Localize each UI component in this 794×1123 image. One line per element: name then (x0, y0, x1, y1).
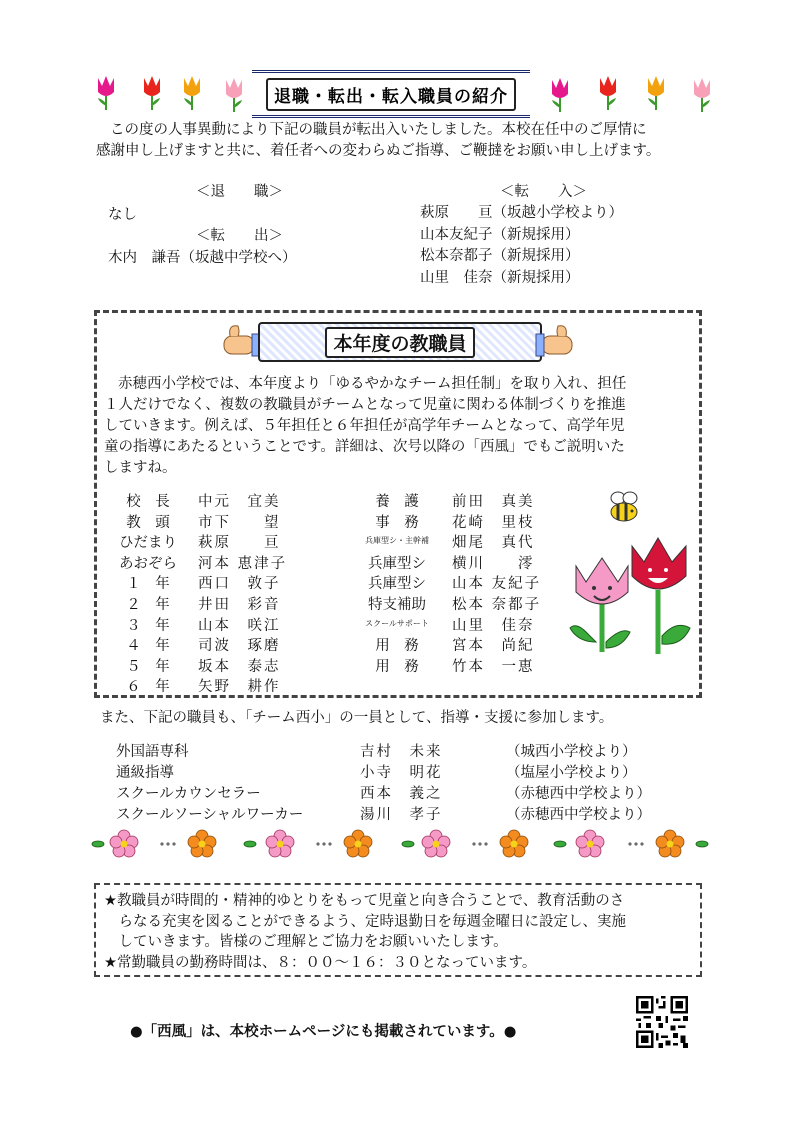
bee-icon (604, 490, 644, 524)
transfer-out-heading: ＜転 出＞ (196, 228, 283, 244)
left-names-column (198, 490, 287, 696)
staff-role: 用 務 (375, 658, 419, 675)
thumbs-up-icon (220, 322, 262, 360)
thumbs-up-icon (534, 322, 576, 360)
staff-name: 河本 恵津子 (198, 555, 288, 572)
notice-box: ★教職員が時間的・精神的ゆとりをもって児童と向き合うことで、教育活動のさ らなる充実を図ることができるよう、定時退勤日を毎週金曜日に設定し、実施 していきます。皆様のご理解とご協力をお願いいたします。 ★常勤職員の勤務時間は、８：００～１６：３０となっています。 (94, 883, 702, 977)
support-origin: （赤穂西中学校より） (506, 786, 651, 802)
staff-role: ６ 年 (126, 679, 170, 696)
support-roles (116, 742, 303, 826)
staff-role: ３ 年 (126, 617, 170, 634)
support-name: 西本 義之 (360, 786, 443, 802)
flower-divider (90, 826, 710, 862)
staff-name: 萩原 亘 (198, 535, 281, 552)
support-role: スクールカウンセラー (116, 786, 261, 802)
support-name: 湯川 孝子 (360, 807, 443, 823)
staff-name: 市下 望 (198, 514, 281, 531)
section-title-staff: 本年度の教職員 (258, 322, 542, 362)
support-name: 小寺 明花 (360, 765, 443, 781)
list-item: 松本奈都子（新規採用） (420, 248, 580, 264)
right-names-column (452, 490, 541, 675)
staff-name: 畑尾 真代 (452, 535, 535, 552)
transfer-in-list (420, 203, 623, 289)
list-item: 萩原 亘（坂越小学校より） (420, 205, 623, 221)
footer-note: ●「西風」は、本校ホームページにも掲載されています。● (130, 1024, 517, 1040)
staff-role: あおぞら (119, 555, 177, 572)
left-roles-column (108, 490, 188, 696)
support-name: 吉村 未来 (360, 744, 443, 760)
transfer-out-value: 木内 謙吾（坂越中学校へ） (108, 250, 297, 266)
staff-name: 竹本 一恵 (452, 658, 535, 675)
staff-role: ４ 年 (126, 638, 170, 655)
staff-name: 矢野 耕作 (198, 679, 281, 696)
staff-role: ひだまり (119, 535, 177, 552)
support-origin: （城西小学校より） (506, 744, 637, 760)
staff-role: 兵庫型シ・主幹補 (365, 536, 429, 546)
staff-role: 養 護 (375, 494, 419, 510)
staff-role: 兵庫型シ (368, 576, 426, 593)
staff-role: １ 年 (126, 576, 170, 593)
staff-role: 兵庫型シ (368, 555, 426, 572)
tulip-characters-illustration (566, 532, 696, 660)
section-title-transfers: 退職・転出・転入職員の紹介 (252, 70, 530, 118)
retire-value: なし (108, 207, 137, 223)
right-roles-column (352, 490, 442, 675)
support-origin: （塩屋小学校より） (506, 765, 637, 781)
staff-role: 教 頭 (126, 514, 170, 531)
staff-name: 山本 友紀子 (452, 576, 542, 593)
staff-name: 前田 真美 (452, 494, 535, 510)
retire-heading: ＜退 職＞ (196, 184, 283, 200)
intro-paragraph: この度の人事異動により下記の職員が転出入いたしました。本校在任中のご厚情に 感謝申し上げますと共に、着任者への変わらぬご指導、ご鞭撻をお願い申し上げます。 (96, 122, 661, 159)
staff-name: 横川 澪 (452, 555, 535, 572)
staff-role: 用 務 (375, 638, 419, 655)
list-item: 山里 佳奈（新規採用） (420, 269, 580, 286)
staff-name: 西口 敦子 (198, 576, 281, 593)
staff-role: 事 務 (375, 514, 419, 531)
support-intro: また、下記の職員も、「チーム西小」の一員として、指導・支援に参加します。 (100, 710, 614, 726)
staff-name: 司波 琢磨 (198, 638, 281, 655)
staff-name: 山里 佳奈 (452, 617, 535, 634)
support-role: 通級指導 (116, 765, 174, 781)
staff-name: 井田 彩音 (198, 596, 281, 613)
qr-code-icon[interactable] (636, 996, 688, 1048)
staff-role: ５ 年 (126, 658, 170, 675)
staff-role: スクールサポート (365, 618, 429, 628)
support-origins (506, 742, 651, 826)
support-names (360, 742, 443, 826)
staff-intro-paragraph: 赤穂西小学校では、本年度より「ゆるやかなチーム担任制」を取り入れ、担任 １人だけでなく、複数の教職員がチームとなって児童に関わる体制づくりを推進 していきます。例えば、５年担任と６年担任が高学年チームとなって、高学年児 童の指導にあたるということです。詳細は、次号以降の「西風」でもご説明いた しますね。 (104, 376, 627, 476)
staff-role: 特支補助 (368, 596, 426, 613)
support-origin: （赤穂西中学校より） (506, 807, 651, 823)
staff-role: ２ 年 (126, 596, 170, 613)
staff-name: 中元 宜美 (198, 494, 281, 510)
support-role: スクールソーシャルワーカー (116, 807, 304, 823)
staff-name: 山本 咲江 (198, 617, 281, 634)
staff-name: 宮本 尚紀 (452, 638, 535, 655)
staff-name: 坂本 泰志 (198, 658, 281, 675)
support-role: 外国語専科 (116, 744, 189, 760)
transfer-in-heading: ＜転 入＞ (500, 184, 587, 200)
list-item: 山本友紀子（新規採用） (420, 226, 580, 243)
staff-role: 校 長 (126, 494, 170, 510)
staff-name: 松本 奈都子 (452, 596, 542, 613)
staff-name: 花崎 里枝 (452, 514, 535, 531)
